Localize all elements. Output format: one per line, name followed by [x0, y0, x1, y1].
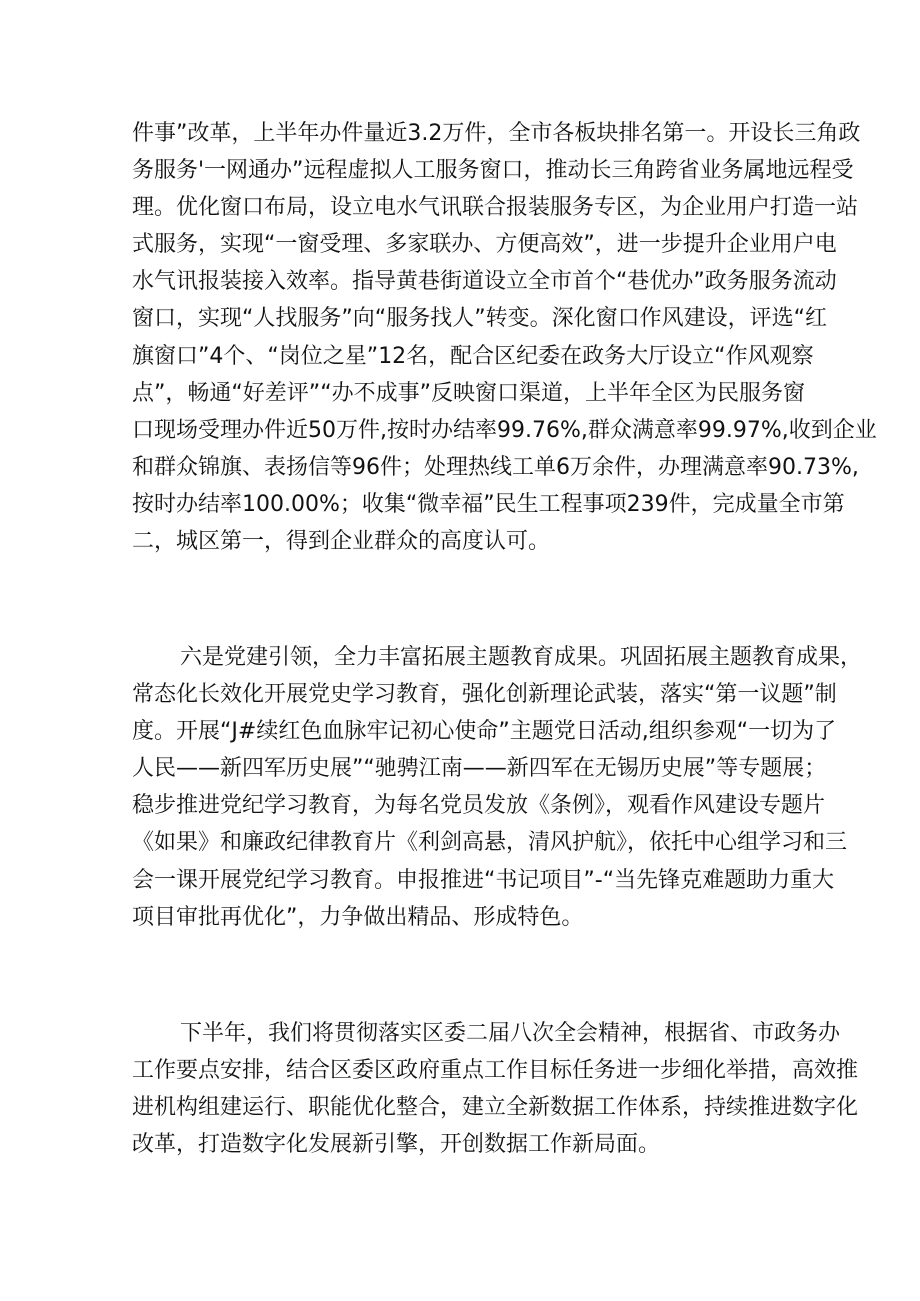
text-line: 人民——新四军历史展”“驰骋江南——新四军在无锡历史展”等专题展；: [132, 756, 827, 782]
paragraph-second-half-plan: [132, 1015, 859, 1163]
text-line: 度。开展“J#续红色血脉牢记初心使命”主题党日活动,组织参观“一切为了: [132, 719, 837, 745]
text-line: 下半年，我们将贯彻落实区委二届八次全会精神，根据省、市政务办: [180, 1021, 841, 1046]
text-line: 二，城区第一，得到企业群众的高度认可。: [132, 529, 551, 555]
text-line: 稳步推进党纪学习教育，为每名党员发放《条例》，观看作风建设专题片: [132, 793, 826, 819]
text-line: 理。优化窗口布局，设立电水气讯联合报装服务专区，为企业用户打造一站: [132, 195, 859, 221]
text-line: 会一课开展党纪学习教育。申报推进“书记项目”-“当先锋克难题助力重大: [132, 867, 835, 893]
text-line: 按时办结率100.00%；收集“微幸福”民生工程事项239件，完成量全市第: [132, 491, 845, 517]
text-line: 《如果》和廉政纪律教育片《利剑高悬，清风护航》，依托中心组学习和三: [132, 830, 848, 856]
text-line: 点”，畅通“好差评”“办不成事”反映窗口渠道，上半年全区为民服务窗: [132, 380, 805, 406]
text-line: 项目审批再优化”，力争做出精品、形成特色。: [132, 904, 584, 930]
text-line: 水气讯报装接入效率。指导黄巷街道设立全市首个“巷优办”政务服务流动: [132, 269, 837, 295]
text-line: 式服务，实现“一窗受理、多家联办、方便高效”，进一步提升企业用户电: [132, 232, 837, 258]
text-line: 常态化长效化开展党史学习教育，强化创新理论武装，落实“第一议题”制: [132, 682, 837, 708]
text-line: 窗口，实现“人找服务”向“服务找人”转变。深化窗口作风建设，评选“红: [132, 306, 827, 332]
text-line: 口现场受理办件近50万件,按时办结率99.76%,群众满意率99.97%,收到企业: [132, 417, 877, 443]
paragraph-party-building: [132, 639, 863, 936]
text-line: 工作要点安排，结合区委区政府重点工作目标任务进一步细化举措，高效推: [132, 1058, 859, 1084]
text-line: 和群众锦旗、表扬信等96件；处理热线工单6万余件，办理满意率90.73%,: [132, 454, 859, 480]
text-line: 务服务'一网通办”远程虚拟人工服务窗口，推动长三角跨省业务属地远程受: [132, 158, 854, 184]
text-line: 六是党建引领，全力丰富拓展主题教育成果。巩固拓展主题教育成果，: [180, 645, 863, 670]
text-line: 进机构组建运行、职能优化整合，建立全新数据工作体系，持续推进数字化: [132, 1095, 859, 1121]
paragraph-service-reform: [132, 115, 877, 560]
text-line: 改革，打造数字化发展新引擎，开创数据工作新局面。: [132, 1132, 661, 1158]
text-line: 件事”改革，上半年办件量近3.2万件，全市各板块排名第一。开设长三角政: [132, 121, 861, 146]
text-line: 旗窗口”4个、“岗位之星”12名，配合区纪委在政务大厅设立“作风观察: [132, 343, 814, 369]
